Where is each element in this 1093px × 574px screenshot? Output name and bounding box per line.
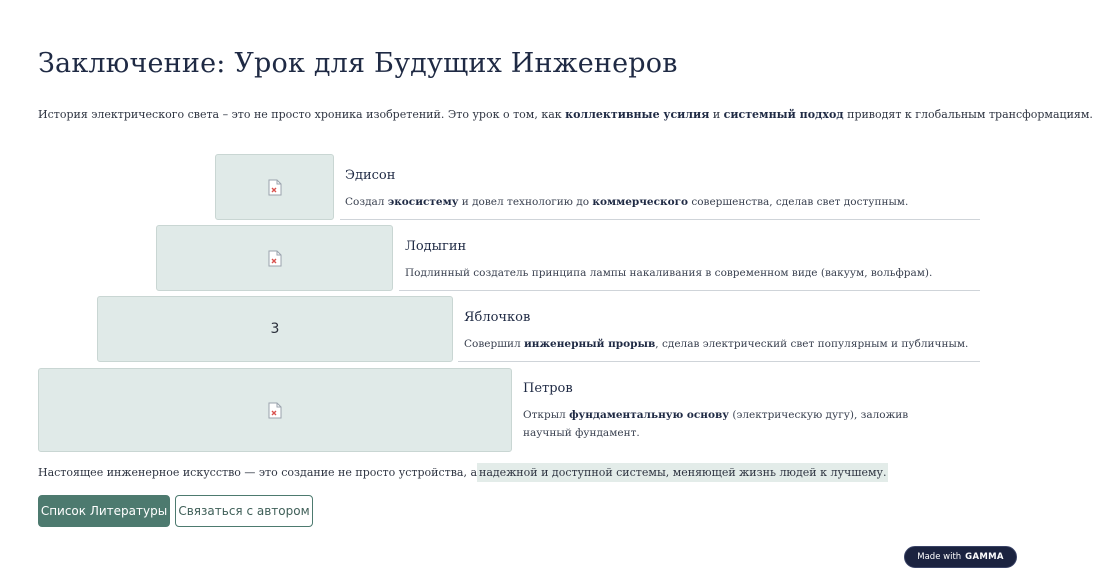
divider bbox=[340, 219, 980, 220]
step-description: Совершил инженерный прорыв, сделав электрический свет популярным и публичным. bbox=[464, 338, 969, 350]
divider bbox=[399, 290, 980, 291]
box-number: 3 bbox=[270, 321, 280, 337]
intro-text: История электрического света – это не просто хроника изобретений. Это урок о том, как коллективные усилия и системный подход приводят к глобальным трансформациям. bbox=[38, 108, 1093, 121]
step-description: Создал экосистему и довел технологию до коммерческого совершенства, сделав свет доступным. bbox=[345, 196, 909, 208]
divider bbox=[458, 361, 980, 362]
contact-author-button[interactable]: Связаться с автором bbox=[175, 495, 313, 527]
intro-bold-collective: коллективные усилия bbox=[565, 108, 710, 121]
step-name: Лодыгин bbox=[405, 239, 467, 254]
step-yablochkov-box bbox=[97, 296, 453, 362]
conclusion-text: Настоящее инженерное искусство — это создание не просто устройства, а надежной и доступной системы, меняющей жизнь людей к лучшему. bbox=[38, 462, 888, 483]
badge-prefix: Made with bbox=[917, 552, 962, 562]
broken-image-icon bbox=[267, 402, 283, 419]
step-name: Петров bbox=[523, 381, 573, 396]
step-petrov-box bbox=[38, 368, 512, 452]
step-edison-box bbox=[215, 154, 334, 220]
step-lodygin-box bbox=[156, 225, 393, 291]
step-lodygin bbox=[405, 239, 975, 282]
intro-bold-system: системный подход bbox=[723, 108, 844, 121]
step-name: Яблочков bbox=[464, 310, 531, 325]
conclusion-highlight: надежной и доступной системы, меняющей жизнь людей к лучшему. bbox=[477, 463, 888, 482]
references-button[interactable]: Список Литературы bbox=[38, 495, 170, 527]
step-petrov bbox=[523, 381, 923, 442]
step-description: Открыл фундаментальную основу (электрическую дугу), заложив научный фундамент. bbox=[523, 409, 909, 439]
broken-image-icon bbox=[267, 250, 283, 267]
step-edison bbox=[345, 168, 975, 211]
step-description: Подлинный создатель принципа лампы накаливания в современном виде (вакуум, вольфрам). bbox=[405, 267, 933, 279]
made-with-gamma-badge[interactable] bbox=[904, 546, 1017, 568]
gamma-logo: GAMMA bbox=[965, 552, 1004, 562]
broken-image-icon bbox=[267, 179, 283, 196]
page-title: Заключение: Урок для Будущих Инженеров bbox=[38, 48, 678, 79]
step-yablochkov bbox=[464, 310, 976, 353]
step-name: Эдисон bbox=[345, 168, 396, 183]
